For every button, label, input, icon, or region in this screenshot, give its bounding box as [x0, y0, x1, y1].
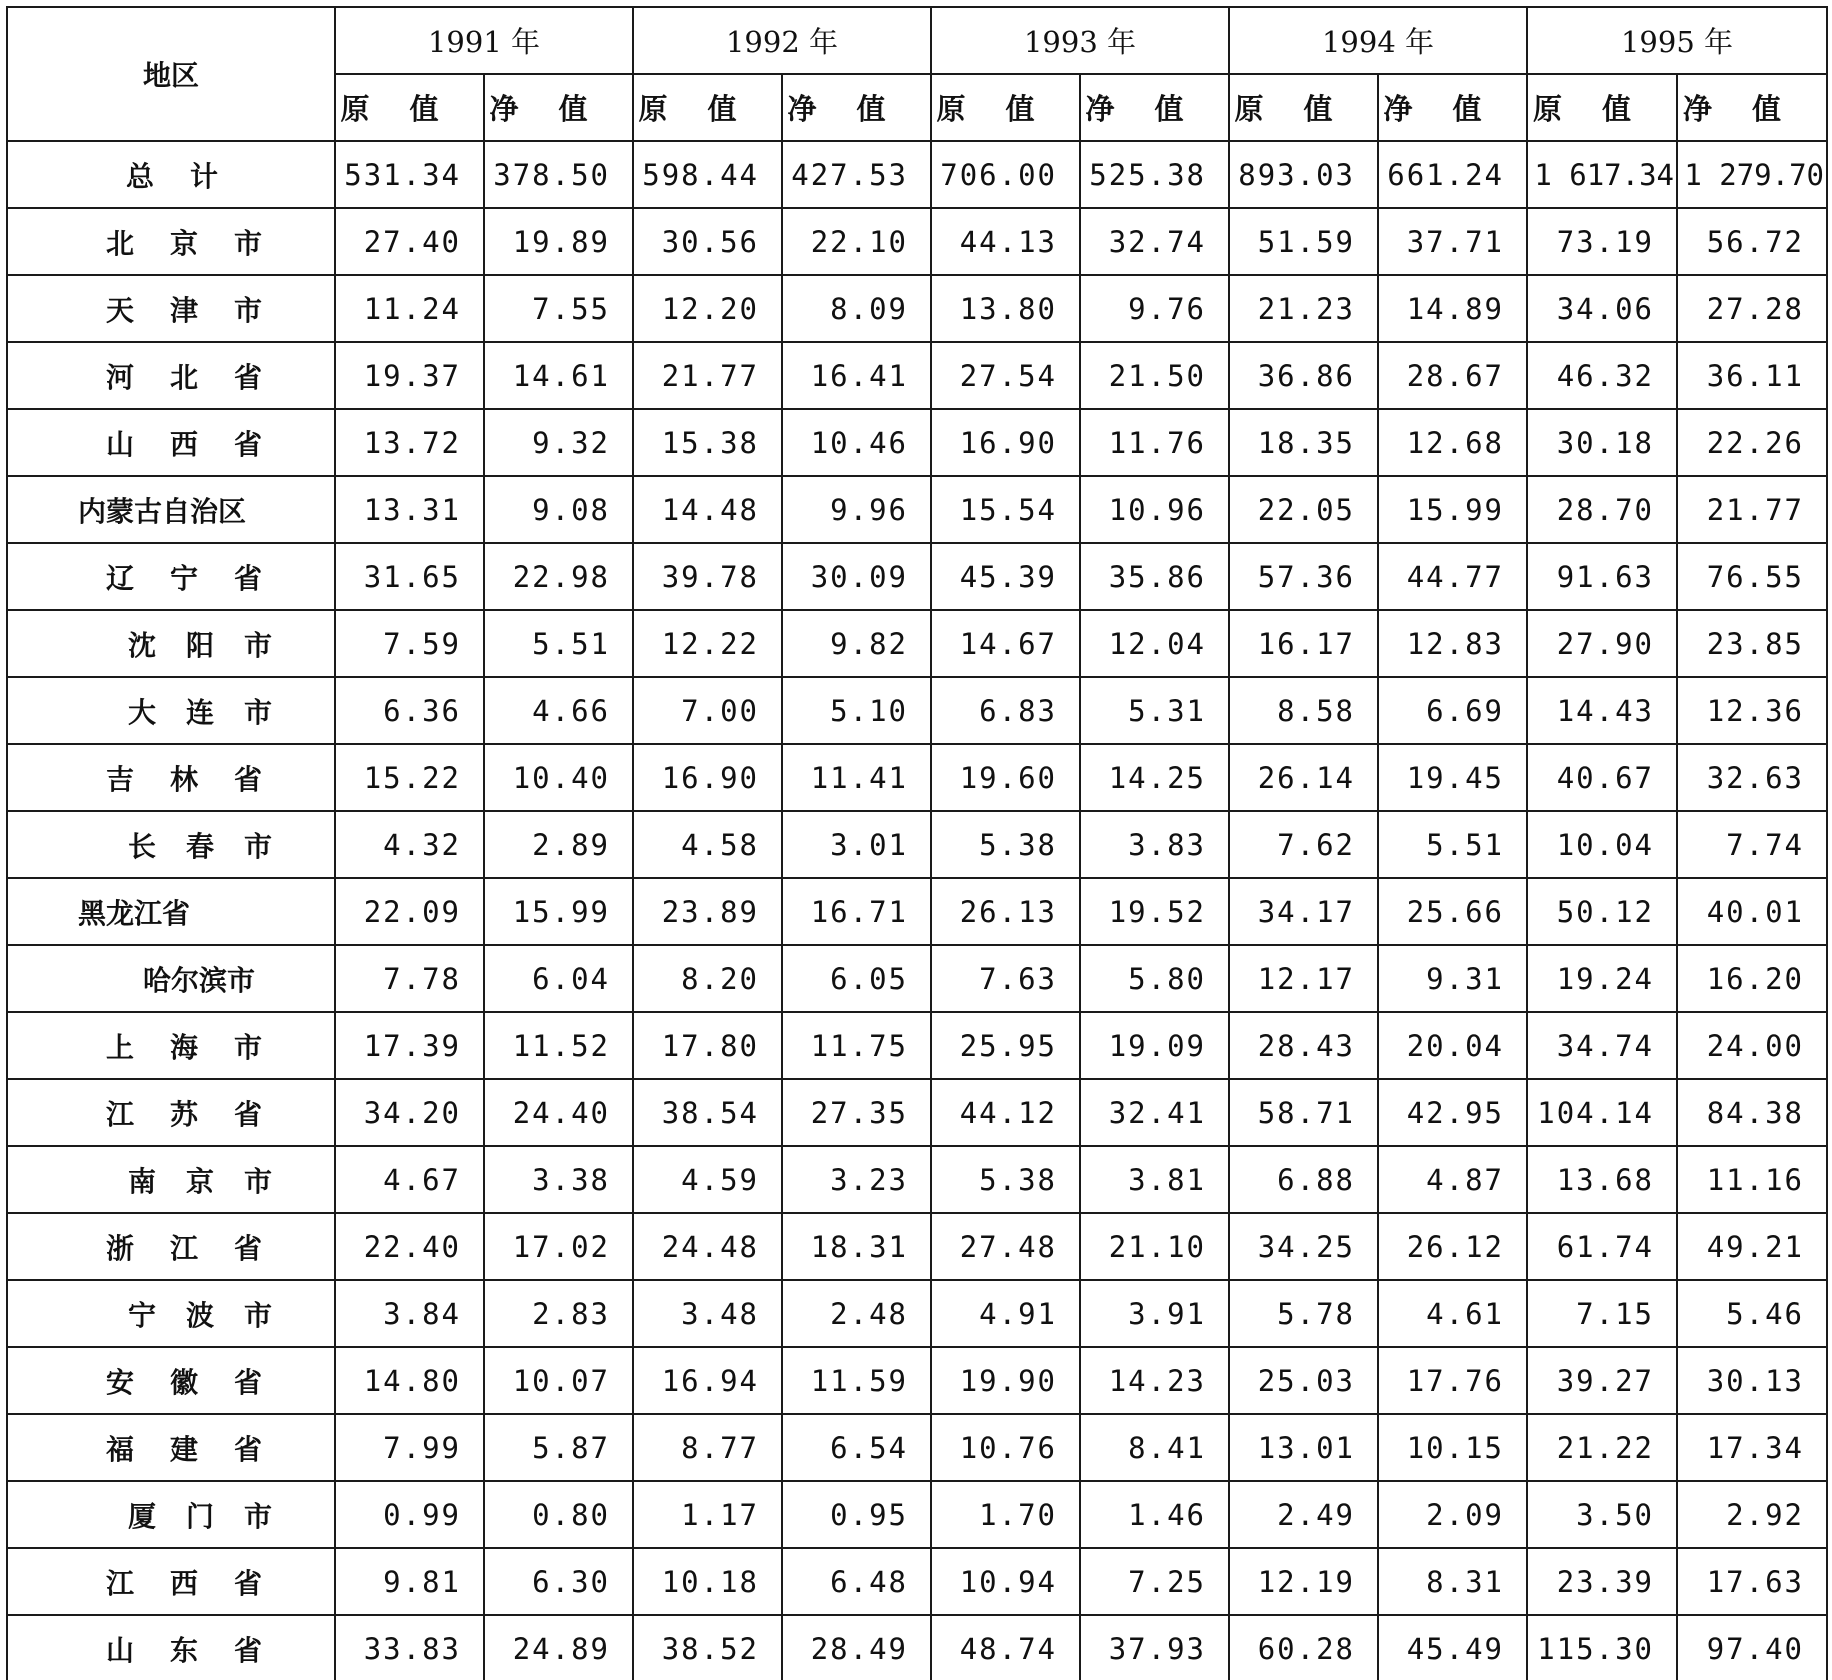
net-value-cell: 3.23 [782, 1146, 931, 1213]
net-value-cell: 37.71 [1378, 208, 1527, 275]
original-value-cell: 16.90 [633, 744, 782, 811]
net-value-cell: 11.52 [484, 1012, 633, 1079]
original-value-cell: 27.54 [931, 342, 1080, 409]
original-value-cell: 13.72 [335, 409, 484, 476]
net-value-cell: 24.00 [1677, 1012, 1827, 1079]
original-value-cell: 7.99 [335, 1414, 484, 1481]
original-value-cell: 12.19 [1229, 1548, 1378, 1615]
table-row [7, 342, 1827, 409]
net-value-cell: 19.89 [484, 208, 633, 275]
original-value-cell: 34.20 [335, 1079, 484, 1146]
net-value-cell: 36.11 [1677, 342, 1827, 409]
original-value-cell: 7.00 [633, 677, 782, 744]
region-name-cell: 总计 [7, 141, 335, 208]
table-body [7, 141, 1827, 1680]
net-value-cell: 5.80 [1080, 945, 1229, 1012]
original-value-cell: 22.05 [1229, 476, 1378, 543]
region-name-cell: 山西省 [7, 409, 335, 476]
original-value-cell: 39.78 [633, 543, 782, 610]
net-value-cell: 26.12 [1378, 1213, 1527, 1280]
net-value-cell: 32.63 [1677, 744, 1827, 811]
table-row [7, 1615, 1827, 1680]
original-value-cell: 4.59 [633, 1146, 782, 1213]
net-value-cell: 14.61 [484, 342, 633, 409]
net-value-cell: 6.48 [782, 1548, 931, 1615]
original-value-cell: 45.39 [931, 543, 1080, 610]
original-value-cell: 7.63 [931, 945, 1080, 1012]
original-value-cell: 12.22 [633, 610, 782, 677]
original-value-cell: 23.89 [633, 878, 782, 945]
original-value-cell: 706.00 [931, 141, 1080, 208]
net-value-cell: 8.41 [1080, 1414, 1229, 1481]
net-value-cell: 12.68 [1378, 409, 1527, 476]
net-value-cell: 19.09 [1080, 1012, 1229, 1079]
net-value-cell: 18.31 [782, 1213, 931, 1280]
original-value-cell: 13.31 [335, 476, 484, 543]
original-value-cell: 39.27 [1527, 1347, 1677, 1414]
net-value-cell: 2.92 [1677, 1481, 1827, 1548]
net-value-cell: 49.21 [1677, 1213, 1827, 1280]
original-value-cell: 34.06 [1527, 275, 1677, 342]
net-value-cell: 6.30 [484, 1548, 633, 1615]
net-value-cell: 6.54 [782, 1414, 931, 1481]
net-value-cell: 4.87 [1378, 1146, 1527, 1213]
original-value-cell: 7.15 [1527, 1280, 1677, 1347]
table-row [7, 945, 1827, 1012]
table-row [7, 1548, 1827, 1615]
original-value-cell: 16.90 [931, 409, 1080, 476]
net-value-cell: 16.71 [782, 878, 931, 945]
table-row [7, 677, 1827, 744]
net-value-cell: 27.28 [1677, 275, 1827, 342]
net-value-cell: 44.77 [1378, 543, 1527, 610]
original-value-cell: 8.20 [633, 945, 782, 1012]
original-value-cell: 44.12 [931, 1079, 1080, 1146]
year-header: 1993 年 [931, 7, 1229, 74]
region-name-cell: 厦门市 [7, 1481, 335, 1548]
original-value-cell: 5.38 [931, 811, 1080, 878]
original-value-cell: 6.83 [931, 677, 1080, 744]
net-value-cell: 76.55 [1677, 543, 1827, 610]
original-value-cell: 57.36 [1229, 543, 1378, 610]
net-value-cell: 11.16 [1677, 1146, 1827, 1213]
net-value-cell: 525.38 [1080, 141, 1229, 208]
table-row [7, 476, 1827, 543]
region-name-cell: 北京市 [7, 208, 335, 275]
net-value-cell: 19.45 [1378, 744, 1527, 811]
region-name-cell: 河北省 [7, 342, 335, 409]
net-value-cell: 37.93 [1080, 1615, 1229, 1680]
net-value-cell: 2.48 [782, 1280, 931, 1347]
table-row [7, 1146, 1827, 1213]
net-value-cell: 16.20 [1677, 945, 1827, 1012]
table-row [7, 1213, 1827, 1280]
net-value-cell: 30.09 [782, 543, 931, 610]
original-value-cell: 15.22 [335, 744, 484, 811]
year-header: 1992 年 [633, 7, 931, 74]
region-name-cell: 安徽省 [7, 1347, 335, 1414]
net-value-cell: 9.82 [782, 610, 931, 677]
original-value-cell: 9.81 [335, 1548, 484, 1615]
original-value-cell: 13.80 [931, 275, 1080, 342]
region-name-cell: 浙江省 [7, 1213, 335, 1280]
original-value-cell: 19.37 [335, 342, 484, 409]
net-value-cell: 84.38 [1677, 1079, 1827, 1146]
original-value-cell: 73.19 [1527, 208, 1677, 275]
original-value-cell: 14.80 [335, 1347, 484, 1414]
original-value-cell: 25.03 [1229, 1347, 1378, 1414]
net-value-header: 净值 [484, 74, 633, 141]
original-value-cell: 23.39 [1527, 1548, 1677, 1615]
original-value-cell: 7.78 [335, 945, 484, 1012]
original-value-cell: 19.90 [931, 1347, 1080, 1414]
net-value-cell: 21.50 [1080, 342, 1229, 409]
net-value-cell: 10.15 [1378, 1414, 1527, 1481]
net-value-cell: 2.89 [484, 811, 633, 878]
net-value-cell: 17.34 [1677, 1414, 1827, 1481]
table-row [7, 1280, 1827, 1347]
original-value-cell: 10.76 [931, 1414, 1080, 1481]
net-value-cell: 11.76 [1080, 409, 1229, 476]
original-value-cell: 8.58 [1229, 677, 1378, 744]
net-value-cell: 19.52 [1080, 878, 1229, 945]
original-value-cell: 4.67 [335, 1146, 484, 1213]
net-value-cell: 9.76 [1080, 275, 1229, 342]
net-value-cell: 15.99 [1378, 476, 1527, 543]
table-row [7, 1079, 1827, 1146]
net-value-cell: 5.51 [1378, 811, 1527, 878]
net-value-cell: 40.01 [1677, 878, 1827, 945]
net-value-cell: 9.08 [484, 476, 633, 543]
region-name-cell: 黑龙江省 [7, 878, 335, 945]
original-value-cell: 11.24 [335, 275, 484, 342]
table-row [7, 543, 1827, 610]
net-value-cell: 661.24 [1378, 141, 1527, 208]
original-value-cell: 115.30 [1527, 1615, 1677, 1680]
original-value-cell: 36.86 [1229, 342, 1378, 409]
original-value-cell: 15.38 [633, 409, 782, 476]
region-name-cell: 宁波市 [7, 1280, 335, 1347]
original-value-cell: 27.90 [1527, 610, 1677, 677]
net-value-cell: 28.49 [782, 1615, 931, 1680]
net-value-cell: 17.63 [1677, 1548, 1827, 1615]
table-row [7, 744, 1827, 811]
table-row [7, 610, 1827, 677]
statistics-page [6, 6, 1830, 1680]
original-value-cell: 16.94 [633, 1347, 782, 1414]
net-value-cell: 17.02 [484, 1213, 633, 1280]
net-value-cell: 6.04 [484, 945, 633, 1012]
original-value-cell: 21.23 [1229, 275, 1378, 342]
net-value-cell: 24.40 [484, 1079, 633, 1146]
net-value-header: 净值 [1677, 74, 1827, 141]
net-value-cell: 2.09 [1378, 1481, 1527, 1548]
original-value-cell: 21.22 [1527, 1414, 1677, 1481]
net-value-cell: 9.31 [1378, 945, 1527, 1012]
table-row [7, 1347, 1827, 1414]
region-name-cell: 天津市 [7, 275, 335, 342]
net-value-cell: 27.35 [782, 1079, 931, 1146]
original-value-cell: 46.32 [1527, 342, 1677, 409]
original-value-cell: 4.58 [633, 811, 782, 878]
region-column-header: 地区 [7, 7, 335, 141]
net-value-cell: 22.10 [782, 208, 931, 275]
net-value-header: 净值 [782, 74, 931, 141]
original-value-cell: 28.70 [1527, 476, 1677, 543]
region-name-cell: 沈阳市 [7, 610, 335, 677]
original-value-cell: 7.59 [335, 610, 484, 677]
original-value-cell: 33.83 [335, 1615, 484, 1680]
original-value-cell: 3.84 [335, 1280, 484, 1347]
table-row [7, 811, 1827, 878]
net-value-cell: 6.05 [782, 945, 931, 1012]
original-value-cell: 531.34 [335, 141, 484, 208]
net-value-cell: 5.51 [484, 610, 633, 677]
original-value-cell: 16.17 [1229, 610, 1378, 677]
original-value-cell: 1.70 [931, 1481, 1080, 1548]
year-header: 1994 年 [1229, 7, 1527, 74]
original-value-header: 原值 [1229, 74, 1378, 141]
net-value-cell: 32.74 [1080, 208, 1229, 275]
net-value-cell: 3.01 [782, 811, 931, 878]
original-value-cell: 50.12 [1527, 878, 1677, 945]
original-value-cell: 22.09 [335, 878, 484, 945]
original-value-cell: 1.17 [633, 1481, 782, 1548]
original-value-cell: 2.49 [1229, 1481, 1378, 1548]
original-value-cell: 0.99 [335, 1481, 484, 1548]
net-value-cell: 12.04 [1080, 610, 1229, 677]
original-value-cell: 10.18 [633, 1548, 782, 1615]
original-value-cell: 4.91 [931, 1280, 1080, 1347]
net-value-cell: 3.83 [1080, 811, 1229, 878]
original-value-cell: 19.24 [1527, 945, 1677, 1012]
table-row [7, 275, 1827, 342]
region-name-cell: 山东省 [7, 1615, 335, 1680]
net-value-cell: 14.89 [1378, 275, 1527, 342]
original-value-cell: 8.77 [633, 1414, 782, 1481]
table-row [7, 409, 1827, 476]
net-value-cell: 15.99 [484, 878, 633, 945]
net-value-cell: 9.96 [782, 476, 931, 543]
original-value-cell: 30.56 [633, 208, 782, 275]
net-value-cell: 7.74 [1677, 811, 1827, 878]
original-value-cell: 14.43 [1527, 677, 1677, 744]
original-value-cell: 24.48 [633, 1213, 782, 1280]
net-value-cell: 25.66 [1378, 878, 1527, 945]
net-value-cell: 16.41 [782, 342, 931, 409]
original-value-cell: 104.14 [1527, 1079, 1677, 1146]
region-name-cell: 福建省 [7, 1414, 335, 1481]
table-row [7, 1414, 1827, 1481]
original-value-cell: 15.54 [931, 476, 1080, 543]
region-name-cell: 内蒙古自治区 [7, 476, 335, 543]
original-value-cell: 7.62 [1229, 811, 1378, 878]
net-value-cell: 10.96 [1080, 476, 1229, 543]
net-value-cell: 30.13 [1677, 1347, 1827, 1414]
original-value-cell: 51.59 [1229, 208, 1378, 275]
original-value-cell: 26.14 [1229, 744, 1378, 811]
original-value-cell: 58.71 [1229, 1079, 1378, 1146]
original-value-cell: 40.67 [1527, 744, 1677, 811]
original-value-cell: 10.94 [931, 1548, 1080, 1615]
original-value-cell: 598.44 [633, 141, 782, 208]
net-value-cell: 45.49 [1378, 1615, 1527, 1680]
region-name-cell: 南京市 [7, 1146, 335, 1213]
original-value-cell: 17.39 [335, 1012, 484, 1079]
header-row-years [7, 7, 1827, 74]
net-value-cell: 56.72 [1677, 208, 1827, 275]
region-name-cell: 辽宁省 [7, 543, 335, 610]
original-value-cell: 38.52 [633, 1615, 782, 1680]
original-value-cell: 13.68 [1527, 1146, 1677, 1213]
year-header: 1991 年 [335, 7, 633, 74]
net-value-cell: 0.80 [484, 1481, 633, 1548]
original-value-cell: 44.13 [931, 208, 1080, 275]
net-value-cell: 10.07 [484, 1347, 633, 1414]
net-value-cell: 7.25 [1080, 1548, 1229, 1615]
region-name-cell: 江西省 [7, 1548, 335, 1615]
original-value-cell: 30.18 [1527, 409, 1677, 476]
net-value-cell: 14.25 [1080, 744, 1229, 811]
table-row [7, 1012, 1827, 1079]
original-value-cell: 26.13 [931, 878, 1080, 945]
net-value-cell: 3.91 [1080, 1280, 1229, 1347]
net-value-cell: 4.66 [484, 677, 633, 744]
region-name-cell: 吉林省 [7, 744, 335, 811]
original-value-cell: 1 617.34 [1527, 141, 1677, 208]
original-value-cell: 34.25 [1229, 1213, 1378, 1280]
net-value-cell: 378.50 [484, 141, 633, 208]
net-value-cell: 10.46 [782, 409, 931, 476]
net-value-cell: 14.23 [1080, 1347, 1229, 1414]
net-value-cell: 8.31 [1378, 1548, 1527, 1615]
original-value-cell: 6.36 [335, 677, 484, 744]
net-value-cell: 22.26 [1677, 409, 1827, 476]
net-value-cell: 2.83 [484, 1280, 633, 1347]
net-value-cell: 11.75 [782, 1012, 931, 1079]
region-name-cell: 哈尔滨市 [7, 945, 335, 1012]
original-value-cell: 61.74 [1527, 1213, 1677, 1280]
net-value-cell: 3.81 [1080, 1146, 1229, 1213]
original-value-header: 原值 [931, 74, 1080, 141]
original-value-cell: 22.40 [335, 1213, 484, 1280]
original-value-cell: 13.01 [1229, 1414, 1378, 1481]
net-value-cell: 20.04 [1378, 1012, 1527, 1079]
net-value-cell: 11.59 [782, 1347, 931, 1414]
original-value-cell: 4.32 [335, 811, 484, 878]
region-name-cell: 江苏省 [7, 1079, 335, 1146]
net-value-cell: 4.61 [1378, 1280, 1527, 1347]
original-value-cell: 3.48 [633, 1280, 782, 1347]
net-value-cell: 7.55 [484, 275, 633, 342]
net-value-cell: 23.85 [1677, 610, 1827, 677]
original-value-cell: 31.65 [335, 543, 484, 610]
original-value-cell: 12.17 [1229, 945, 1378, 1012]
original-value-cell: 5.78 [1229, 1280, 1378, 1347]
net-value-cell: 17.76 [1378, 1347, 1527, 1414]
net-value-cell: 12.36 [1677, 677, 1827, 744]
original-value-cell: 14.48 [633, 476, 782, 543]
original-value-cell: 5.38 [931, 1146, 1080, 1213]
original-value-cell: 12.20 [633, 275, 782, 342]
table-row [7, 1481, 1827, 1548]
original-value-cell: 18.35 [1229, 409, 1378, 476]
original-value-cell: 34.17 [1229, 878, 1378, 945]
region-name-cell: 大连市 [7, 677, 335, 744]
net-value-cell: 1.46 [1080, 1481, 1229, 1548]
net-value-cell: 1 279.70 [1677, 141, 1827, 208]
net-value-cell: 5.10 [782, 677, 931, 744]
original-value-header: 原值 [335, 74, 484, 141]
original-value-cell: 6.88 [1229, 1146, 1378, 1213]
net-value-cell: 11.41 [782, 744, 931, 811]
net-value-cell: 35.86 [1080, 543, 1229, 610]
original-value-cell: 17.80 [633, 1012, 782, 1079]
net-value-cell: 97.40 [1677, 1615, 1827, 1680]
net-value-cell: 32.41 [1080, 1079, 1229, 1146]
table-row [7, 878, 1827, 945]
original-value-cell: 27.40 [335, 208, 484, 275]
original-value-header: 原值 [1527, 74, 1677, 141]
net-value-cell: 21.10 [1080, 1213, 1229, 1280]
net-value-cell: 6.69 [1378, 677, 1527, 744]
original-value-cell: 60.28 [1229, 1615, 1378, 1680]
net-value-cell: 28.67 [1378, 342, 1527, 409]
original-value-cell: 48.74 [931, 1615, 1080, 1680]
asset-value-table [6, 6, 1828, 1680]
net-value-cell: 5.87 [484, 1414, 633, 1481]
net-value-cell: 12.83 [1378, 610, 1527, 677]
original-value-cell: 38.54 [633, 1079, 782, 1146]
original-value-cell: 27.48 [931, 1213, 1080, 1280]
net-value-header: 净值 [1080, 74, 1229, 141]
net-value-cell: 9.32 [484, 409, 633, 476]
table-row [7, 141, 1827, 208]
net-value-cell: 22.98 [484, 543, 633, 610]
net-value-cell: 24.89 [484, 1615, 633, 1680]
region-name-cell: 上海市 [7, 1012, 335, 1079]
net-value-cell: 42.95 [1378, 1079, 1527, 1146]
original-value-cell: 21.77 [633, 342, 782, 409]
net-value-cell: 10.40 [484, 744, 633, 811]
net-value-cell: 5.46 [1677, 1280, 1827, 1347]
net-value-cell: 0.95 [782, 1481, 931, 1548]
net-value-cell: 21.77 [1677, 476, 1827, 543]
original-value-cell: 25.95 [931, 1012, 1080, 1079]
original-value-cell: 19.60 [931, 744, 1080, 811]
original-value-cell: 34.74 [1527, 1012, 1677, 1079]
net-value-header: 净值 [1378, 74, 1527, 141]
original-value-cell: 28.43 [1229, 1012, 1378, 1079]
original-value-cell: 3.50 [1527, 1481, 1677, 1548]
original-value-cell: 91.63 [1527, 543, 1677, 610]
table-row [7, 208, 1827, 275]
original-value-cell: 14.67 [931, 610, 1080, 677]
original-value-cell: 893.03 [1229, 141, 1378, 208]
net-value-cell: 3.38 [484, 1146, 633, 1213]
net-value-cell: 8.09 [782, 275, 931, 342]
original-value-cell: 10.04 [1527, 811, 1677, 878]
net-value-cell: 427.53 [782, 141, 931, 208]
year-header: 1995 年 [1527, 7, 1827, 74]
original-value-header: 原值 [633, 74, 782, 141]
net-value-cell: 5.31 [1080, 677, 1229, 744]
region-name-cell: 长春市 [7, 811, 335, 878]
